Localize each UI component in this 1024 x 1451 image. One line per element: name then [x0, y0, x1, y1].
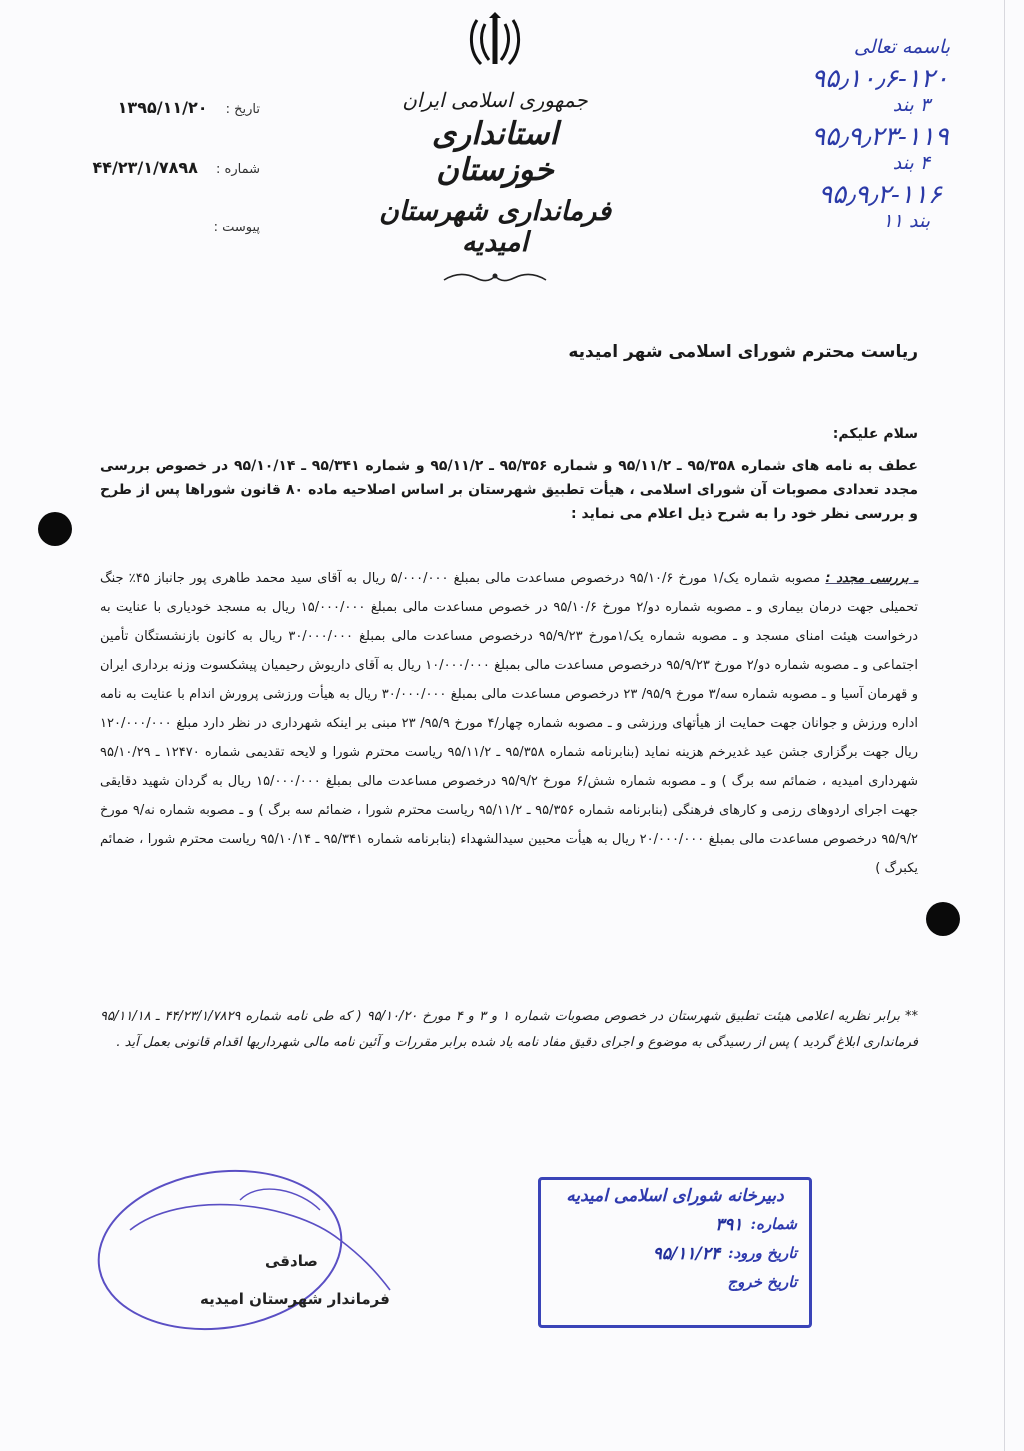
- addressee: ریاست محترم شورای اسلامی شهر امیدیه: [568, 342, 918, 362]
- page-fold-line: [1004, 0, 1005, 1451]
- country-name: جمهوری اسلامی ایران: [402, 88, 588, 112]
- stamp-out-date-row: [553, 1273, 797, 1291]
- handwritten-line: ۹۵٫۹٫۲-۱۱۶: [818, 180, 942, 210]
- stamp-number-value: ۳۹۱: [715, 1215, 743, 1235]
- signer-name: صادقی: [265, 1252, 318, 1270]
- resolutions-details: [100, 564, 918, 883]
- number-label: شماره :: [216, 162, 260, 177]
- letterhead: [370, 10, 620, 286]
- ornament-divider-icon: [440, 268, 550, 286]
- number-value: ۴۴/۲۳/۱/۷۸۹۸: [92, 158, 198, 177]
- governorate-name: فرمانداری شهرستان امیدیه: [378, 196, 612, 258]
- details-lead: ـ بررسی مجدد :: [825, 571, 918, 586]
- punch-hole-right: [926, 902, 960, 936]
- details-text: مصوبه شماره یک/۱ مورخ ۹۵/۱۰/۶ درخصوص مساعدت مالی بمبلغ ۵/۰۰۰/۰۰۰ ریال به آقای سید محمد طاهری پور جانباز ۴۵٪ جنگ تحمیلی جهت درمان بیماری و ـ مصوبه شماره دو/۲ مورخ ۹۵/۱۰/۶ در خصوص مساعدت مالی بمبلغ ۱۵/۰۰۰/۰۰۰ ریال به مسجد خودیاری با عنایت به درخواست هیئت امنای مسجد و ـ مصوبه شماره یک/۱مورخ ۹۵/۹/۲۳ درخصوص مساعدت مالی بمبلغ ۳۰/۰۰۰/۰۰۰ ریال به کانون بازنشستگان تأمین اجتماعی و ـ مصوبه شماره دو/۲ مورخ ۹۵/۹/۲۳ درخصوص مساعدت مالی بمبلغ ۱۰/۰۰۰/۰۰۰ ریال به آقای داریوش رحیمیان پیشکسوت وزنه برداری ایران و قهرمان آسیا و ـ مصوبه شماره سه/۳ مورخ ۹۵/۹/ ۲۳ درخصوص مساعدت مالی بمبلغ ۳۰/۰۰۰/۰۰۰ ریال به هیأت ورزشی پرورش اندام با عنایت به نامه اداره ورزش و جوانان جهت حمایت از هیأتهای ورزشی و ـ مصوبه شماره چهار/۴ مورخ ۹۵/۹/ ۲۳ مبنی بر اینکه شهرداری در نظر دارد مبلغ ۱۲۰/۰۰۰/۰۰۰ ریال جهت برگزاری جشن عید غدیرخم هزینه نماید (بنابرنامه شماره ۹۵/۳۵۸ ـ ۹۵/۱۱/۲ ریاست محترم شورا و لایحه تقدیمی شماره ۱۲۴۷۰ ـ ۹۵/۱۰/۲۹ شهرداری امیدیه ، ضمائم سه برگ ) و ـ مصوبه شماره شش/۶ مورخ ۹۵/۹/۲ درخصوص مساعدت مالی بمبلغ ۱۵/۰۰۰/۰۰۰ ریال به گردان شهید دقایقی جهت اجرای اردوهای رزمی و کارهای فرهنگی (بنابرنامه شماره ۹۵/۳۵۶ ـ ۹۵/۱۱/۲ ریاست محترم شورا ، ضمائم سه برگ ) و ـ مصوبه شماره نه/۹ مورخ ۹۵/۹/۲ درخصوص مساعدت مالی بمبلغ ۲۰/۰۰۰/۰۰۰ ریال به هیأت محبین سیدالشهداء (بنابرنامه شماره ۹۵/۳۴۱ ـ ۹۵/۱۰/۱۴ ریاست محترم شورا ، ضمائم یکبرگ ): [100, 571, 919, 876]
- iran-emblem-icon: [463, 10, 527, 74]
- handwritten-line: ۹۵٫۱۰٫۶-۱۲۰: [811, 64, 949, 94]
- handwritten-line-note: ۳ بند: [892, 94, 930, 116]
- handwritten-notes: [770, 36, 990, 232]
- stamp-title: دبیرخانه شورای اسلامی امیدیه: [566, 1186, 784, 1206]
- letter-body: عطف به نامه های شماره ۹۵/۳۵۸ ـ ۹۵/۱۱/۲ و شماره ۹۵/۳۵۶ ـ ۹۵/۱۱/۲ و شماره ۹۵/۳۴۱ ـ ۹۵/۱۰/۱۴ در خصوص بررسی مجدد تعدادی مصوبات آن شورای اسلامی ، هیأت تطبیق شهرستان بر اساس اصلاحیه ماده ۸۰ قانون شوراها پس از طرح و بررسی نظر خود را به شرح ذیل اعلام می نماید :: [100, 458, 918, 522]
- greeting: سلام علیکم:: [832, 426, 918, 442]
- handwritten-line: ۹۵٫۹٫۲۳-۱۱۹: [811, 122, 949, 152]
- number-row: [60, 158, 260, 177]
- province-name: استانداری خوزستان: [431, 116, 559, 188]
- stamp-out-date-label: تاریخ خروج: [727, 1273, 797, 1291]
- signature-block: [90, 1160, 420, 1350]
- date-label: تاریخ :: [225, 102, 260, 117]
- stamp-in-date-row: [553, 1244, 797, 1264]
- attachment-row: [60, 220, 260, 235]
- registry-stamp: [538, 1177, 812, 1328]
- signer-title: فرماندار شهرستان امیدیه: [200, 1290, 390, 1308]
- punch-hole-left: [38, 512, 72, 546]
- handwritten-line-note: ۴ بند: [892, 152, 930, 174]
- signature-scribble-icon: [90, 1160, 420, 1350]
- stamp-in-date-label: تاریخ ورود:: [727, 1244, 797, 1262]
- attachment-label: پیوست :: [213, 220, 260, 235]
- legal-note: ** برابر نظریه اعلامی هیئت تطبیق شهرستان در خصوص مصوبات شماره ۱ و ۳ و ۴ مورخ ۹۵/۱۰/۲۰ ( که طی نامه شماره ۴۴/۲۳/۱/۷۸۲۹ ـ ۹۵/۱۱/۱۸ فرمانداری ابلاغ گردید ) پس از رسیدگی به موضوع و اجرای دقیق مفاد نامه یاد شده برابر مقررات و آئین نامه مالی شهرداریها اقدام قانونی بعمل آید .: [100, 1009, 918, 1050]
- stamp-in-date-value: ۹۵/۱۱/۲۴: [652, 1244, 720, 1264]
- date-row: [60, 98, 260, 117]
- handwritten-title: باسمه تعالی: [853, 36, 950, 58]
- date-value: ۱۳۹۵/۱۱/۲۰: [117, 98, 208, 117]
- stamp-number-row: [553, 1215, 797, 1235]
- handwritten-line-note: بند ۱۱: [882, 210, 930, 232]
- stamp-number-label: شماره:: [750, 1215, 797, 1233]
